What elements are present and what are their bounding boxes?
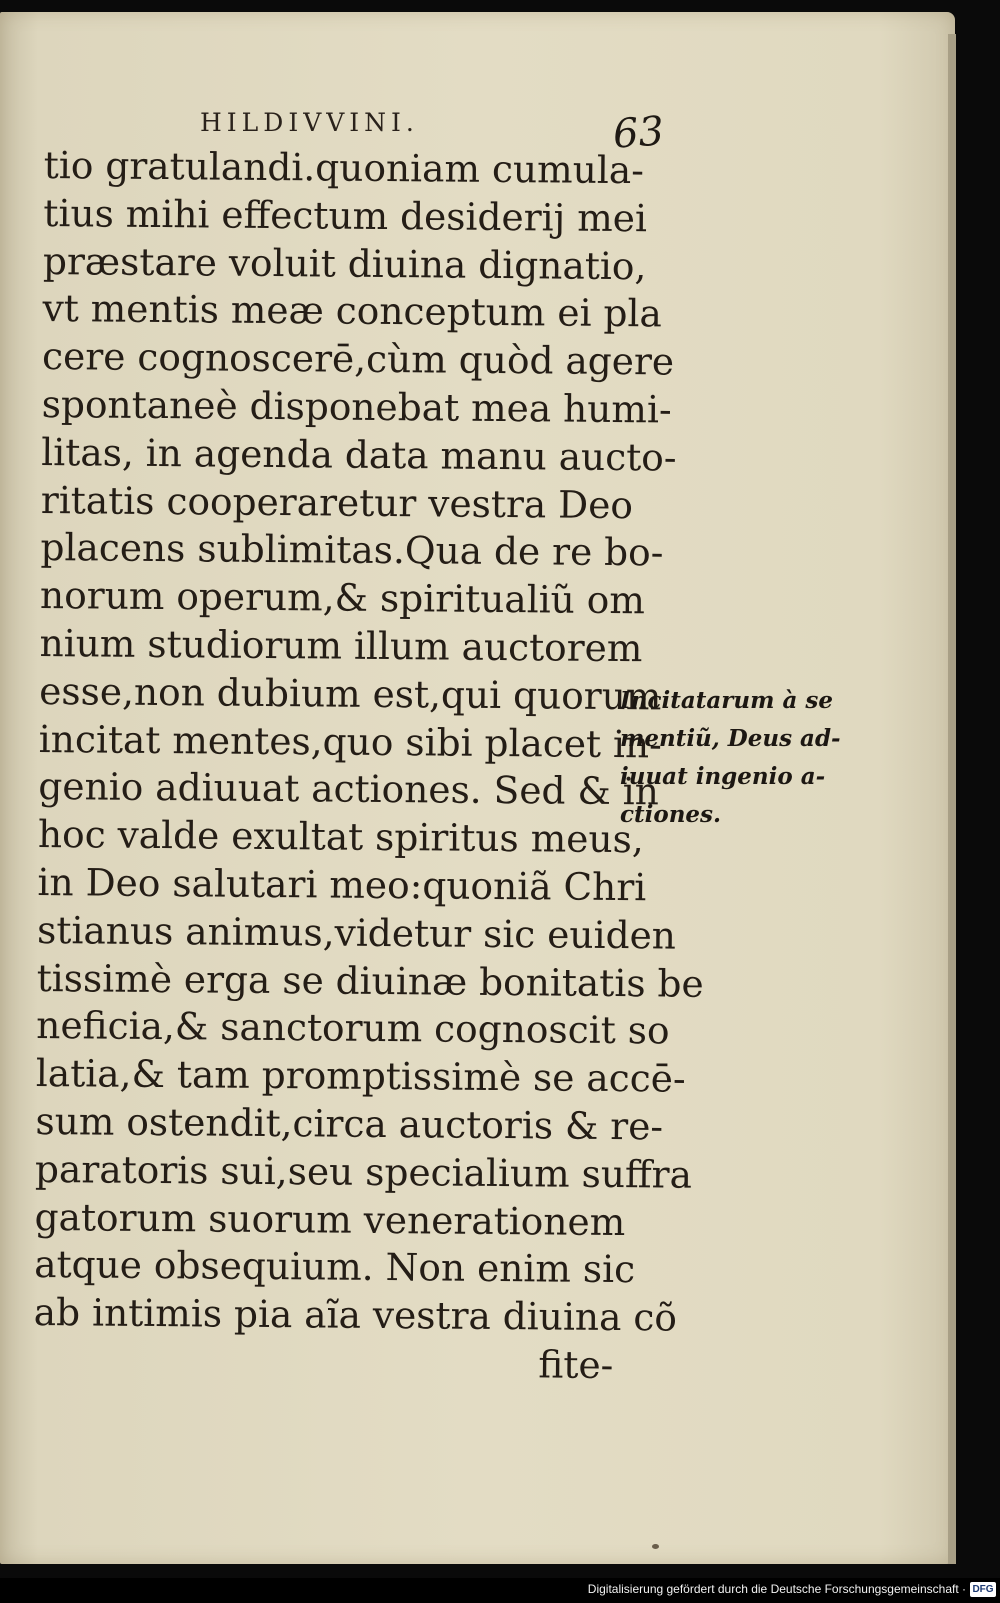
text-line: norum operum,& spiritualiũ om [39, 573, 646, 623]
text-line: sum ostendit,circa auctoris & re- [35, 1098, 664, 1149]
running-head: HILDIVVINI. [200, 108, 419, 137]
text-line: esse,non dubium est,qui quorum [39, 668, 662, 719]
text-line: genio adiuuat actiones. Sed & in [38, 764, 660, 814]
text-line: stianus animus,videtur sic euiden [36, 907, 677, 958]
dfg-logo: DFG [970, 1582, 996, 1597]
text-line: tissimè erga se diuinæ bonitatis be [36, 955, 704, 1006]
text-line: hoc valde exultat spiritus meus, [37, 812, 644, 862]
text-line: placens sublimitas.Qua de re bo- [40, 525, 664, 575]
text-line: tio gratulandi.quoniam cumula- [43, 142, 645, 193]
text-line: cere cognoscerē,cùm quòd agere [41, 334, 675, 384]
ink-speck [652, 1544, 659, 1549]
funding-credit: Digitalisierung gefördert durch die Deutsche Forschungsgemeinschaft · [587, 1582, 966, 1596]
marginal-note-line: ctiones. [620, 801, 722, 828]
text-line: gatorum suorum venerationem [34, 1194, 626, 1244]
text-line: ritatis cooperaretur vestra Deo [40, 477, 634, 527]
marginal-note-line: iuuat ingenio a- [620, 763, 826, 790]
footer-bar [0, 1578, 1000, 1603]
text-line: latia,& tam promptissimè se accē- [35, 1051, 686, 1101]
body-text [33, 142, 704, 1390]
marginal-note-line: mentiũ, Deus ad- [620, 725, 841, 752]
marginal-note-line: Incitatarum à se [620, 687, 833, 714]
text-line: spontaneè disponebat mea humi- [41, 381, 672, 432]
page-edge [948, 34, 956, 1564]
marginal-note [620, 682, 840, 834]
catchword: fite- [538, 1342, 614, 1387]
text-line: vt mentis meæ conceptum ei pla [42, 286, 663, 336]
text-line: ab intimis pia aĩa vestra diuina cõ [33, 1290, 678, 1340]
text-line: in Deo salutari meo:quoniã Chri [37, 859, 647, 910]
text-line: præstare voluit diuina dignatio, [42, 238, 647, 288]
text-line: incitat mentes,quo sibi placet in- [38, 716, 663, 766]
text-line: nium studiorum illum auctorem [39, 620, 643, 671]
text-line: litas, in agenda data manu aucto- [41, 429, 677, 480]
text-line: atque obsequium. Non enim sic [34, 1242, 636, 1292]
text-line: neficia,& sanctorum cognoscit so [36, 1003, 670, 1053]
text-line: paratoris sui,seu specialium suffra [34, 1146, 693, 1197]
text-line: tius mihi effectum desiderij mei [43, 190, 648, 241]
page-number: 63 [611, 108, 666, 158]
book-page-scan [0, 12, 955, 1564]
